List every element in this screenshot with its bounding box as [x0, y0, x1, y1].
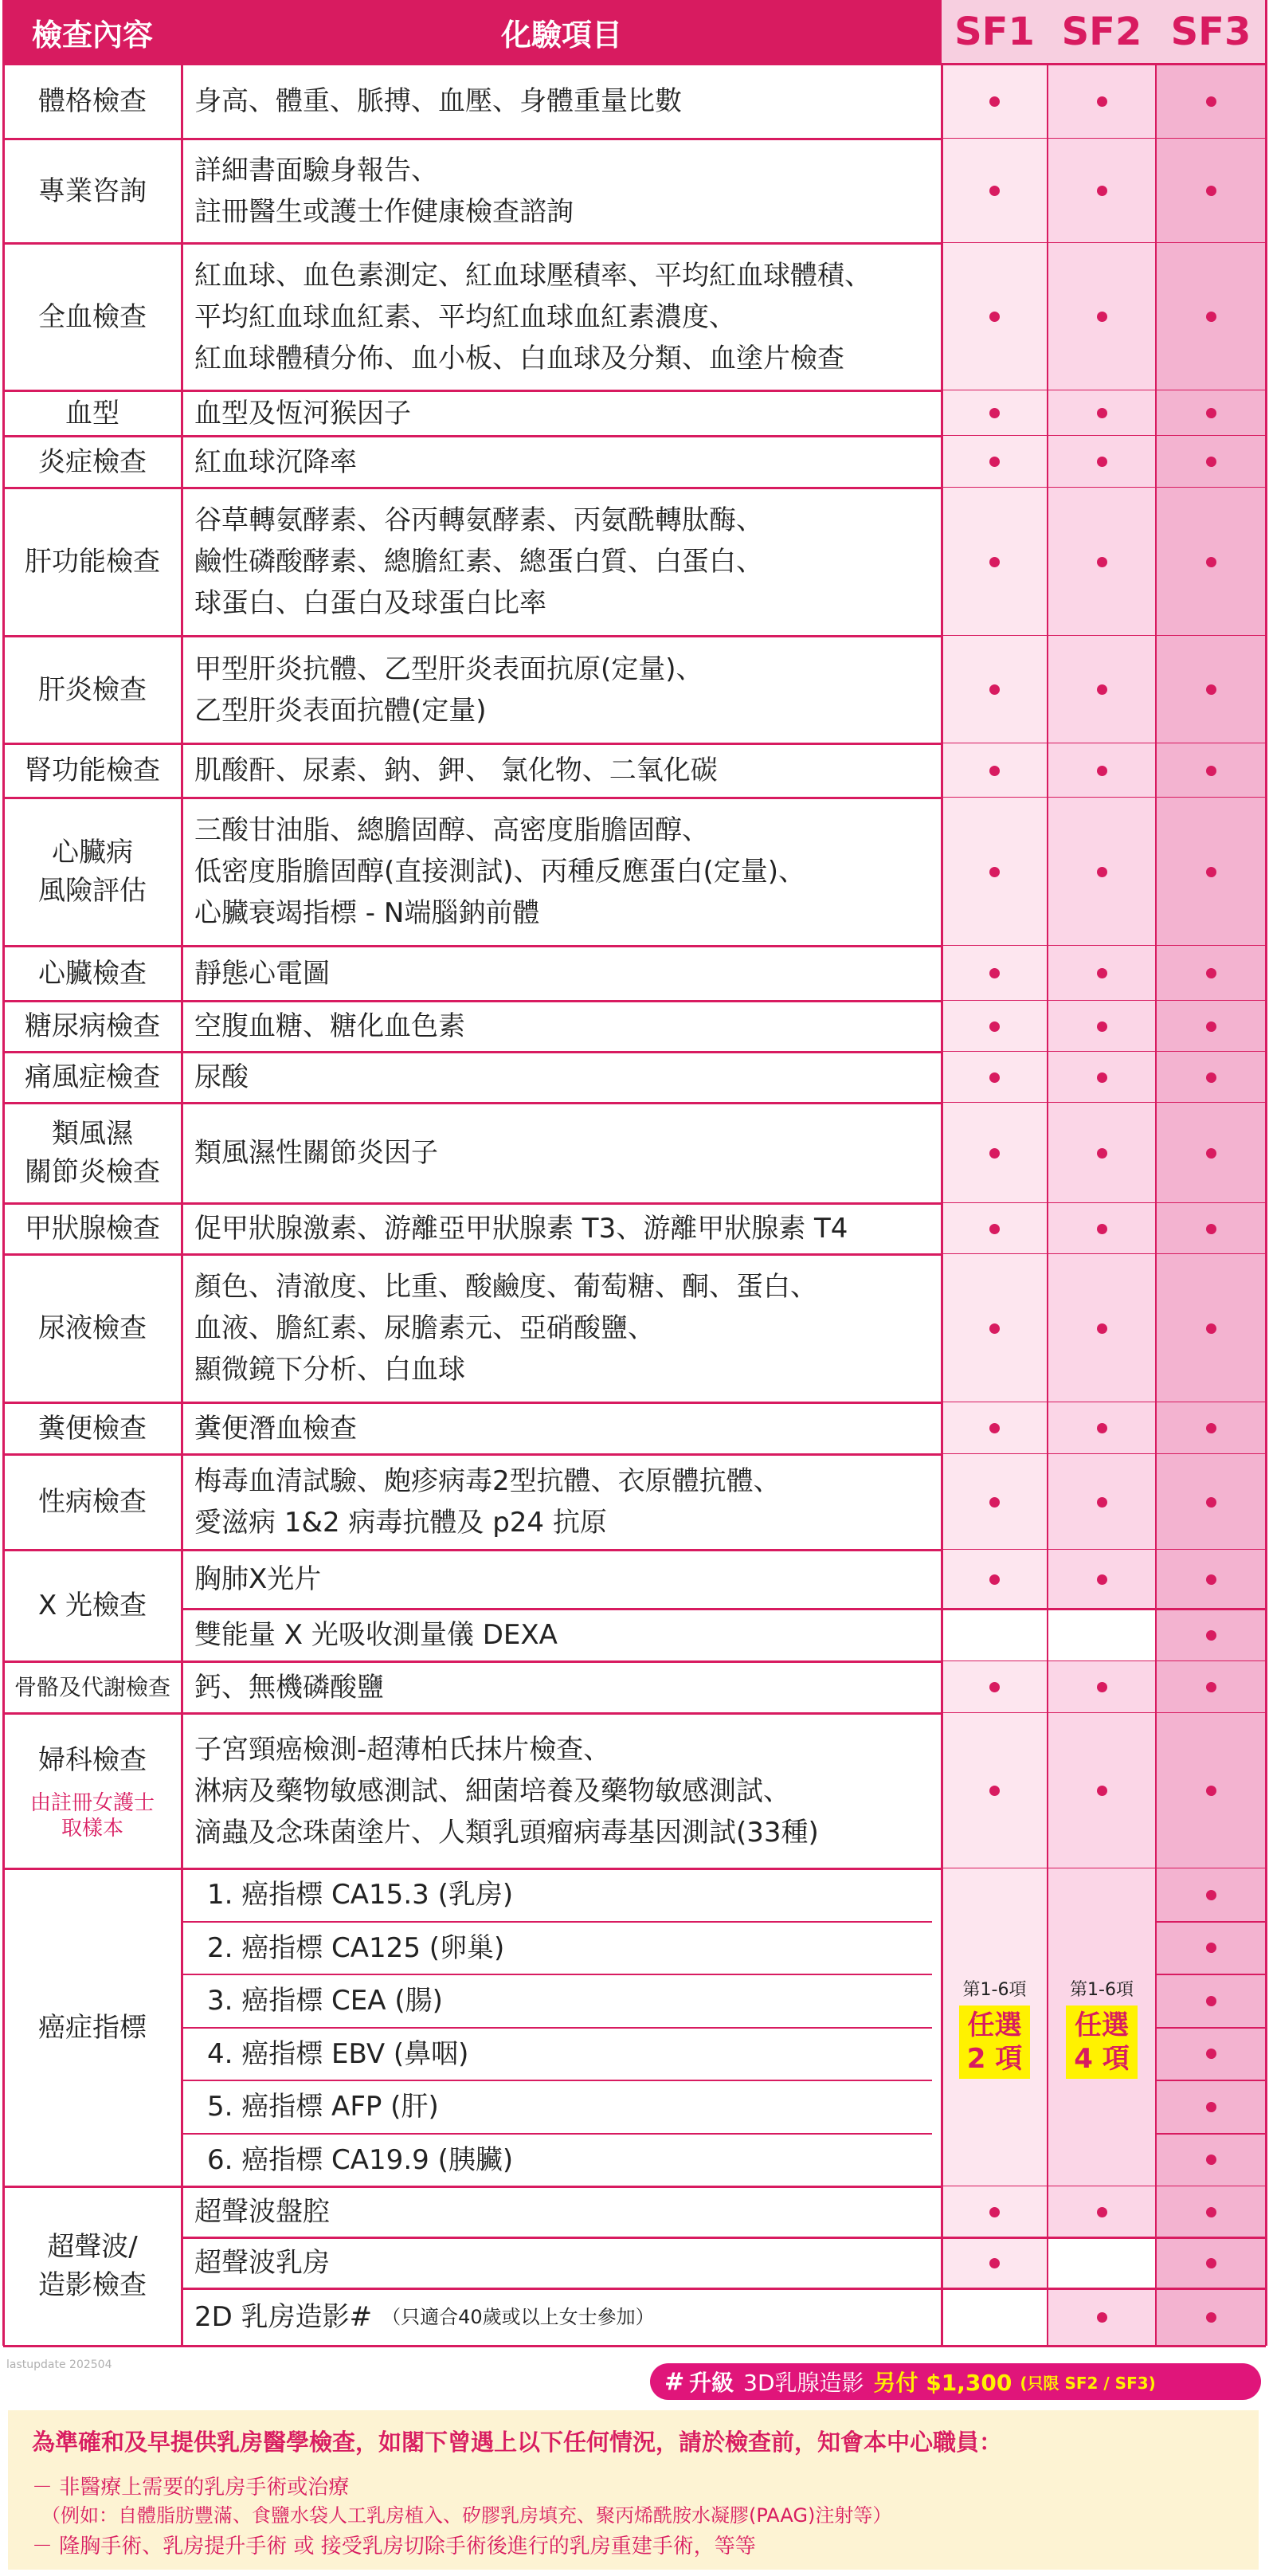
row-1-sf1-cell: [942, 64, 1048, 139]
column-divider: [941, 64, 943, 2346]
bone-items-cell: 鈣、無機磷酸鹽: [194, 1671, 384, 1704]
tumor-item-6: 6. 癌指標 CA19.9 (胰臟): [207, 2143, 514, 2176]
included-dot-icon: [1097, 1497, 1107, 1508]
row-divider: [3, 63, 1266, 65]
row-13-sf3-cell: [1156, 1103, 1266, 1203]
row-15-sf1-cell: [942, 1254, 1048, 1402]
included-dot-icon: [1206, 1682, 1216, 1692]
included-dot-icon: [1097, 1072, 1107, 1083]
category-cell: 專業咨詢: [38, 174, 147, 207]
included-dot-icon: [989, 1148, 1000, 1159]
row-16-sf1-cell: [942, 1402, 1048, 1454]
row-14-sf1-cell: [942, 1203, 1048, 1254]
xray-row-2-sf3-cell: [1156, 1609, 1266, 1661]
included-dot-icon: [1206, 186, 1216, 196]
tumor-item-3: 3. 癌指標 CEA (腸): [207, 1985, 443, 2017]
row-4-sf1-cell: [942, 390, 1048, 436]
included-dot-icon: [1097, 2207, 1107, 2217]
items-cell: 顏色、清澈度、比重、酸鹼度、葡萄糖、酮、蛋白、 血液、膽紅素、尿膽素元、亞硝酸鹽、 顯微鏡下分析、白血球: [194, 1271, 817, 1386]
included-dot-icon: [1097, 1574, 1107, 1585]
row-divider: [182, 2237, 1266, 2239]
row-divider: [1156, 2080, 1266, 2081]
included-dot-icon: [989, 557, 1000, 567]
included-dot-icon: [1097, 557, 1107, 567]
included-dot-icon: [1206, 1943, 1216, 1953]
included-dot-icon: [989, 968, 1000, 978]
included-dot-icon: [1206, 1072, 1216, 1083]
row-17-sf1-cell: [942, 1454, 1048, 1550]
row-10-sf3-cell: [1156, 946, 1266, 1001]
ultrasound-category-cell: 超聲波/ 造影檢查: [38, 2231, 147, 2301]
category-cell: 體格檢查: [38, 85, 147, 117]
ultrasound-row-3-sf3-cell: [1156, 2288, 1266, 2346]
ultrasound-item-1: [182, 2186, 942, 2237]
column-divider: [1047, 64, 1048, 2346]
tumor-category-cell: 癌症指標: [38, 2011, 147, 2044]
ultrasound-row-3-sf1-cell: [942, 2288, 1048, 2346]
gyn-sampling-note: 由註冊女護士 取樣本: [29, 1790, 155, 1841]
included-dot-icon: [1097, 186, 1107, 196]
included-dot-icon: [1206, 2258, 1216, 2268]
included-dot-icon: [1206, 408, 1216, 418]
ultrasound-item-label: 2D 乳房造影#: [194, 2301, 373, 2333]
included-dot-icon: [989, 1423, 1000, 1433]
row-7-sf1-cell: [942, 636, 1048, 743]
upgrade-pay: 另付 $1,300: [873, 2370, 1012, 2396]
gyn-sf2-cell: [1048, 1713, 1156, 1868]
row-14-sf2-cell: [1048, 1203, 1156, 1254]
ultrasound-row-2-sf2-cell: [1048, 2237, 1156, 2288]
header-items: 化驗項目: [182, 0, 942, 64]
row-7-sf2-cell: [1048, 636, 1156, 743]
included-dot-icon: [1206, 2312, 1216, 2323]
row-8-sf3-cell: [1156, 743, 1266, 798]
included-dot-icon: [1206, 2207, 1216, 2217]
included-dot-icon: [1097, 1323, 1107, 1334]
row-1-sf2-cell: [1048, 64, 1156, 139]
gyn-category-label: 婦科檢查: [38, 1743, 147, 1776]
xray-row-2-sf1-cell: [942, 1609, 1048, 1661]
tumor-sf1-choose-cell: [942, 1868, 1048, 2186]
included-dot-icon: [1097, 1224, 1107, 1234]
included-dot-icon: [1097, 1148, 1107, 1159]
included-dot-icon: [1206, 1630, 1216, 1641]
upgrade-badge: [650, 2363, 1261, 2400]
included-dot-icon: [1206, 1786, 1216, 1796]
included-dot-icon: [989, 408, 1000, 418]
sf1-choose-count: 任選 2 項: [959, 2006, 1031, 2079]
upgrade-note: (只限 SF2 / SF3): [1020, 2373, 1156, 2393]
included-dot-icon: [1206, 312, 1216, 322]
category-cell: 心臟病 風險評估: [38, 837, 147, 907]
included-dot-icon: [1206, 1890, 1216, 1900]
items-cell: 紅血球沉降率: [194, 445, 357, 478]
included-dot-icon: [989, 1574, 1000, 1585]
row-4-sf2-cell: [1048, 390, 1156, 436]
included-dot-icon: [1206, 1423, 1216, 1433]
category-cell: 糖尿病檢查: [25, 1010, 160, 1042]
items-cell: 糞便潛血檢查: [194, 1412, 357, 1445]
row-16-sf2-cell: [1048, 1402, 1156, 1454]
included-dot-icon: [1206, 968, 1216, 978]
xray-item-1: 胸肺X光片: [194, 1563, 322, 1595]
sf2-choose-count: 任選 4 項: [1066, 2006, 1138, 2079]
included-dot-icon: [1206, 96, 1216, 107]
row-14-sf3-cell: [1156, 1203, 1266, 1254]
row-11-sf2-cell: [1048, 1001, 1156, 1052]
header-sf1: SF1: [942, 0, 1048, 64]
included-dot-icon: [1206, 867, 1216, 877]
sf2-choose-range: 第1-6項: [1070, 1980, 1134, 2000]
category-cell: 甲狀腺檢查: [25, 1213, 160, 1245]
row-divider: [182, 2027, 932, 2029]
category-cell: 血型: [65, 397, 119, 429]
tumor-item-5: 5. 癌指標 AFP (肝): [207, 2091, 439, 2123]
items-cell: 詳細書面驗身報告、 註冊醫生或護士作健康檢查諮詢: [194, 154, 574, 228]
row-divider: [3, 2345, 1266, 2347]
row-divider: [182, 2133, 932, 2135]
row-9-sf3-cell: [1156, 798, 1266, 946]
row-divider: [1156, 2027, 1266, 2029]
row-2-sf3-cell: [1156, 139, 1266, 243]
items-cell: 梅毒血清試驗、皰疹病毒2型抗體、衣原體抗體、 愛滋病 1&2 病毒抗體及 p24 抗原: [194, 1465, 781, 1539]
row-12-sf2-cell: [1048, 1052, 1156, 1103]
category-cell: 性病檢查: [38, 1486, 147, 1518]
header-category: 檢查內容: [3, 0, 182, 64]
category-cell: 全血檢查: [38, 300, 147, 333]
items-cell: 紅血球、血色素測定、紅血球壓積率、平均紅血球體積、 平均紅血球血紅素、平均紅血球血紅素濃度、 紅血球體積分佈、血小板、白血球及分類、血塗片檢查: [194, 259, 871, 374]
items-cell: 肌酸酐、尿素、鈉、鉀、 氯化物、二氧化碳: [194, 755, 718, 786]
notice-item-1: － 非醫療上需要的乳房手術或治療: [32, 2476, 350, 2500]
included-dot-icon: [1097, 867, 1107, 877]
items-cell: 尿酸: [194, 1061, 249, 1093]
ultrasound-row-1-sf3-cell: [1156, 2186, 1266, 2237]
category-cell: 尿液檢查: [38, 1312, 147, 1344]
tumor-sf3-cell-1: [1156, 1868, 1266, 1922]
xray-item-2: 雙能量 X 光吸收測量儀 DEXA: [194, 1619, 558, 1651]
included-dot-icon: [1206, 2155, 1216, 2165]
included-dot-icon: [989, 2258, 1000, 2268]
row-divider: [182, 2080, 932, 2081]
ultrasound-row-1-sf1-cell: [942, 2186, 1048, 2237]
included-dot-icon: [1097, 1786, 1107, 1796]
included-dot-icon: [1206, 457, 1216, 467]
row-divider: [182, 1974, 932, 1975]
row-6-sf1-cell: [942, 488, 1048, 636]
included-dot-icon: [1097, 2312, 1107, 2323]
row-15-sf2-cell: [1048, 1254, 1156, 1402]
row-9-sf2-cell: [1048, 798, 1156, 946]
included-dot-icon: [989, 1682, 1000, 1692]
included-dot-icon: [1206, 1148, 1216, 1159]
xray-row-1-sf1-cell: [942, 1550, 1048, 1609]
row-11-sf3-cell: [1156, 1001, 1266, 1052]
included-dot-icon: [989, 1021, 1000, 1032]
included-dot-icon: [989, 2207, 1000, 2217]
included-dot-icon: [1206, 684, 1216, 695]
header-sf3: SF3: [1156, 0, 1266, 64]
included-dot-icon: [1097, 684, 1107, 695]
row-10-sf1-cell: [942, 946, 1048, 1001]
included-dot-icon: [1206, 1996, 1216, 2006]
category-cell: 炎症檢查: [38, 445, 147, 478]
row-11-sf1-cell: [942, 1001, 1048, 1052]
tumor-sf3-cell-5: [1156, 2080, 1266, 2134]
included-dot-icon: [1206, 1021, 1216, 1032]
included-dot-icon: [1097, 766, 1107, 776]
gyn-sf1-cell: [942, 1713, 1048, 1868]
sf1-choose-range: 第1-6項: [962, 1980, 1027, 2000]
row-15-sf3-cell: [1156, 1254, 1266, 1402]
row-5-sf1-cell: [942, 436, 1048, 488]
included-dot-icon: [1206, 1224, 1216, 1234]
row-10-sf2-cell: [1048, 946, 1156, 1001]
tumor-item-4: 4. 癌指標 EBV (鼻咽): [207, 2037, 469, 2070]
ultrasound-item-label: 超聲波乳房: [194, 2247, 330, 2279]
items-cell: 身高、體重、脈搏、血壓、身體重量比數: [194, 85, 682, 117]
included-dot-icon: [1206, 557, 1216, 567]
items-cell: 促甲狀腺激素、游離亞甲狀腺素 T3、游離甲狀腺素 T4: [194, 1213, 848, 1245]
included-dot-icon: [989, 1224, 1000, 1234]
category-cell: 腎功能檢查: [25, 755, 160, 786]
notice-title: 為準確和及早提供乳房醫學檢查，如閣下曾遇上以下任何情況，請於檢查前，知會本中心職員：: [32, 2429, 1003, 2456]
tumor-sf3-cell-3: [1156, 1974, 1266, 2028]
tumor-item-1: 1. 癌指標 CA15.3 (乳房): [207, 1879, 514, 1911]
included-dot-icon: [989, 186, 1000, 196]
included-dot-icon: [989, 684, 1000, 695]
upgrade-text: 3D乳腺造影: [743, 2370, 864, 2396]
included-dot-icon: [1097, 1423, 1107, 1433]
bone-sf2-cell: [1048, 1661, 1156, 1713]
row-7-sf3-cell: [1156, 636, 1266, 743]
column-divider: [181, 64, 183, 2346]
tumor-item-2: 2. 癌指標 CA125 (卵巢): [207, 1931, 505, 1964]
gyn-items-cell: 子宮頸癌檢測-超薄柏氏抹片檢查、 淋病及藥物敏感測試、細菌培養及藥物敏感測試、 滴蟲及念珠菌塗片、人類乳頭瘤病毒基因測試(33種): [194, 1733, 819, 1849]
xray-category-cell: X 光檢查: [37, 1590, 147, 1621]
included-dot-icon: [989, 96, 1000, 107]
tumor-sf3-cell-2: [1156, 1922, 1266, 1975]
gyn-sf3-cell: [1156, 1713, 1266, 1868]
row-4-sf3-cell: [1156, 390, 1266, 436]
xray-row-1-sf2-cell: [1048, 1550, 1156, 1609]
included-dot-icon: [1097, 408, 1107, 418]
ultrasound-row-3-sf2-cell: [1048, 2288, 1156, 2346]
bone-category-cell: 骨骼及代謝檢查: [14, 1673, 170, 1700]
xray-row-2-sf2-cell: [1048, 1609, 1156, 1661]
row-3-sf1-cell: [942, 243, 1048, 390]
ultrasound-item-3: [182, 2288, 942, 2346]
upgrade-hash: #: [664, 2367, 685, 2396]
tumor-sf2-choose-cell: [1048, 1868, 1156, 2186]
row-divider: [182, 1608, 1266, 1610]
row-5-sf2-cell: [1048, 436, 1156, 488]
tumor-sf3-cell-6: [1156, 2134, 1266, 2187]
included-dot-icon: [989, 1072, 1000, 1083]
included-dot-icon: [1097, 312, 1107, 322]
notice-box: [8, 2410, 1259, 2570]
row-6-sf2-cell: [1048, 488, 1156, 636]
category-cell: 肝炎檢查: [38, 673, 147, 706]
column-divider: [1155, 64, 1157, 2346]
included-dot-icon: [1097, 968, 1107, 978]
included-dot-icon: [989, 1323, 1000, 1334]
included-dot-icon: [989, 867, 1000, 877]
items-cell: 空腹血糖、糖化血色素: [194, 1010, 465, 1042]
row-divider: [182, 2288, 1266, 2290]
items-cell: 甲型肝炎抗體、乙型肝炎表面抗原(定量)、 乙型肝炎表面抗體(定量): [194, 653, 703, 727]
row-12-sf1-cell: [942, 1052, 1048, 1103]
row-3-sf3-cell: [1156, 243, 1266, 390]
included-dot-icon: [1097, 1682, 1107, 1692]
category-cell: 痛風症檢查: [25, 1061, 160, 1093]
xray-row-1-sf3-cell: [1156, 1550, 1266, 1609]
row-17-sf2-cell: [1048, 1454, 1156, 1550]
ultrasound-row-1-sf2-cell: [1048, 2186, 1156, 2237]
ultrasound-item-label: 超聲波盤腔: [194, 2196, 330, 2228]
included-dot-icon: [989, 457, 1000, 467]
items-cell: 類風濕性關節炎因子: [194, 1137, 438, 1169]
row-8-sf1-cell: [942, 743, 1048, 798]
row-divider: [1156, 2133, 1266, 2135]
category-cell: 心臟檢查: [38, 957, 147, 990]
row-17-sf3-cell: [1156, 1454, 1266, 1550]
included-dot-icon: [1206, 1323, 1216, 1334]
notice-item-3: － 隆胸手術、乳房提升手術 或 接受乳房切除手術後進行的乳房重建手術，等等: [32, 2535, 756, 2558]
included-dot-icon: [989, 766, 1000, 776]
row-6-sf3-cell: [1156, 488, 1266, 636]
items-cell: 三酸甘油脂、總膽固醇、高密度脂膽固醇、 低密度脂膽固醇(直接測試)、丙種反應蛋白(定量)、 心臟衰竭指標 - N端腦鈉前體: [194, 814, 806, 929]
row-1-sf3-cell: [1156, 64, 1266, 139]
category-cell: 類風濕 關節炎檢查: [25, 1118, 160, 1188]
included-dot-icon: [989, 312, 1000, 322]
included-dot-icon: [1206, 2102, 1216, 2112]
row-9-sf1-cell: [942, 798, 1048, 946]
row-12-sf3-cell: [1156, 1052, 1266, 1103]
included-dot-icon: [1097, 1021, 1107, 1032]
notice-item-2: （例如：自體脂肪豐滿、食鹽水袋人工乳房植入、矽膠乳房填充、聚丙烯酰胺水凝膠(PAAG)注射等）: [32, 2504, 892, 2527]
row-5-sf3-cell: [1156, 436, 1266, 488]
included-dot-icon: [1206, 1574, 1216, 1585]
category-cell: 糞便檢查: [38, 1412, 147, 1445]
row-13-sf2-cell: [1048, 1103, 1156, 1203]
items-cell: 血型及恆河猴因子: [194, 397, 411, 429]
age-note: （只適合40歲或以上女士參加）: [382, 2306, 655, 2328]
column-divider: [1265, 0, 1267, 2346]
included-dot-icon: [1097, 96, 1107, 107]
row-16-sf3-cell: [1156, 1402, 1266, 1454]
header-sf2: SF2: [1048, 0, 1156, 64]
included-dot-icon: [1097, 457, 1107, 467]
included-dot-icon: [1206, 766, 1216, 776]
gyn-category-cell: [3, 1713, 182, 1868]
included-dot-icon: [1206, 1497, 1216, 1508]
included-dot-icon: [989, 1497, 1000, 1508]
last-update: lastupdate 202504: [6, 2358, 112, 2371]
items-cell: 谷草轉氨酵素、谷丙轉氨酵素、丙氨酰轉肽酶、 鹼性磷酸酵素、總膽紅素、總蛋白質、白蛋白、 球蛋白、白蛋白及球蛋白比率: [194, 504, 763, 619]
row-divider: [1156, 1921, 1266, 1923]
row-8-sf2-cell: [1048, 743, 1156, 798]
ultrasound-item-2: [182, 2237, 942, 2288]
tumor-sf3-cell-4: [1156, 2028, 1266, 2081]
included-dot-icon: [1206, 2049, 1216, 2059]
row-13-sf1-cell: [942, 1103, 1048, 1203]
items-cell: 靜態心電圖: [194, 957, 330, 990]
upgrade-label: 升級: [689, 2370, 734, 2396]
bone-sf1-cell: [942, 1661, 1048, 1713]
ultrasound-row-2-sf1-cell: [942, 2237, 1048, 2288]
included-dot-icon: [989, 1786, 1000, 1796]
row-2-sf2-cell: [1048, 139, 1156, 243]
category-cell: 肝功能檢查: [25, 546, 160, 578]
row-divider: [1156, 1974, 1266, 1975]
ultrasound-row-2-sf3-cell: [1156, 2237, 1266, 2288]
bone-sf3-cell: [1156, 1661, 1266, 1713]
row-divider: [182, 1921, 932, 1923]
column-divider: [2, 0, 5, 2346]
row-2-sf1-cell: [942, 139, 1048, 243]
row-3-sf2-cell: [1048, 243, 1156, 390]
